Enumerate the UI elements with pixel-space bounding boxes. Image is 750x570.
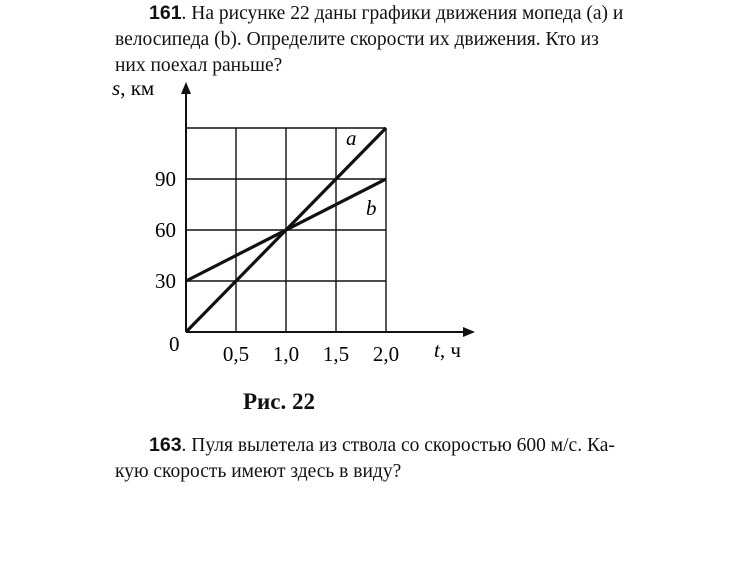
x-tick-label: 2,0 [372,342,400,366]
figure-caption: Рис. 22 [243,389,316,414]
x-tick-label: 1,5 [322,342,350,366]
problem-161-number: 161 [149,2,182,24]
y-axis-label: s, км [112,76,155,100]
y-tick-label: 30 [155,269,176,293]
x-axis-label: t, ч [434,338,461,362]
problem-163-line-1: 163. Пуля вылетела из ствола со скоростью 600 м/с. Ка- [149,434,615,456]
x-tick-label: 1,0 [272,342,300,366]
problem-163-number: 163 [149,434,182,456]
origin-label: 0 [169,332,180,356]
series-label-b: b [366,196,377,220]
problem-161-line-2: велосипеда (b). Определите скорости их движения. Кто из [115,29,599,50]
problem-161-line-1: 161. На рисунке 22 даны графики движения мопеда (a) и [149,2,624,24]
y-tick-label: 90 [155,167,176,191]
problem-163-line-2: кую скорость имеют здесь в виду? [115,461,402,482]
y-tick-label: 60 [155,218,176,242]
series-label-a: a [346,126,357,150]
problem-161-line-3: них поехал раньше? [115,55,283,76]
chart-tick-labels [155,167,399,366]
x-tick-label: 0,5 [222,342,250,366]
problem-163 [115,432,715,485]
